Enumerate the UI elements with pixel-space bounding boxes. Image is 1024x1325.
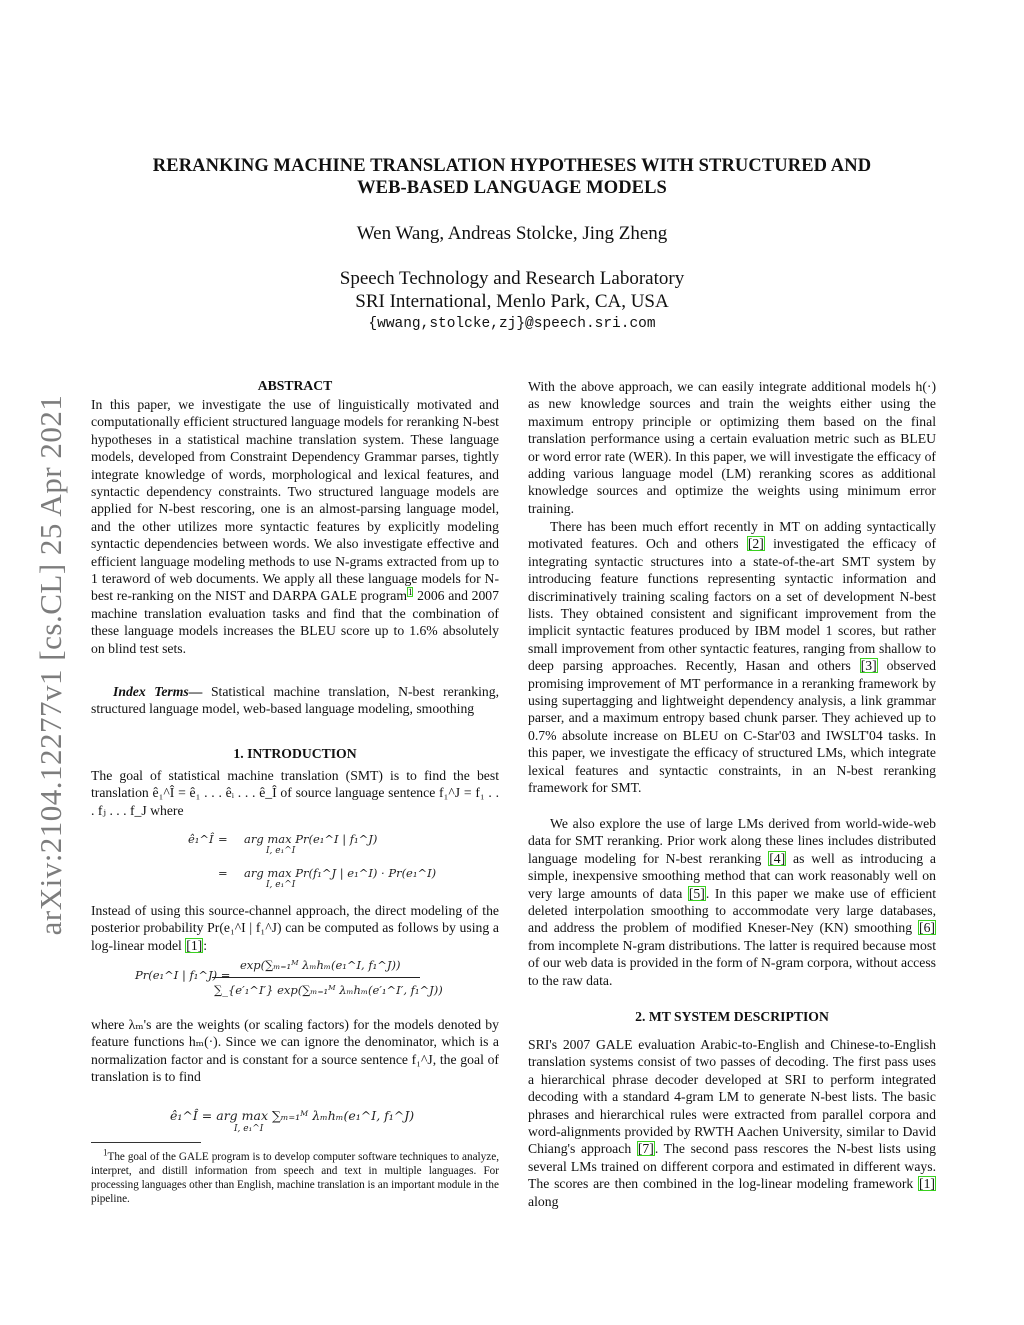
abstract-text-end: 2006 and 2007 machine translation evaluation tasks and find that the combination of these language models increases the BLEU score up to 1.6% absolutely on blind test sets.: [91, 588, 499, 656]
eq1-sub-b: I, e₁^I: [266, 880, 296, 890]
eq3: ê₁^Î = arg max ∑ₘ₌₁ᴹ λₘhₘ(e₁^I, f₁^J): [170, 1108, 415, 1123]
footnote-text: The goal of the GALE program is to develop computer software techniques to analyze, interpret, and distill information from speech and text in multiple languages. For processing languages other than English, machine translation is an important module in the pipeline.: [91, 1151, 499, 1205]
footnote-mark[interactable]: 1: [407, 586, 413, 597]
citation-2[interactable]: [2]: [747, 536, 764, 552]
citation-6[interactable]: [6]: [919, 920, 935, 936]
index-terms-text: Statistical machine translation, N-best reranking, structured language model, web-based language modeling, smoothing: [91, 684, 499, 717]
authors: Wen Wang, Andreas Stolcke, Jing Zheng: [356, 223, 668, 244]
intro-p2-end: :: [203, 937, 208, 953]
arxiv-id: arXiv:2104.12277v1 [cs.CL] 25 Apr 2021: [33, 394, 68, 936]
eq1-equals-a: =: [218, 832, 228, 846]
intro-p3: where λₘ's are the weights (or scaling factors) for the models denoted by feature functions hₘ(·). Since we can ignore the denominator, which is a normalization factor and is constant for a source sentence f₁^J, the goal of translation is to find: [91, 1017, 499, 1085]
index-terms-label: Index Terms—: [113, 684, 203, 699]
arxiv-sidebar: [28, 360, 74, 970]
abstract-text: In this paper, we investigate the use of linguistically motivated and computationally efficient structured language models for reranking N-best hypotheses in a statistical machine translation system. These language models, developed from Constraint Dependency Grammar parses, tightly integrate knowledge of words, morphological and lexical features, and syntactic dependency constraints. Two structured language models are applied for N-best rescoring, one is an almost-parsing language model, and the other utilizes more syntactic features by explicitly modeling syntactic dependencies between words. We also investigate effective and efficient language modeling methods to use N-grams extracted from up to 1 teraword of web documents. We apply all these language models for N-best re-ranking on the NIST and DARPA GALE program: [91, 397, 499, 604]
right-p3d: from incomplete N-gram distributions. The latter is required because most of our web data is provided in the form of N-gram corpora, without access to the raw data.: [528, 937, 936, 988]
citation-3[interactable]: [3]: [860, 658, 877, 674]
intro-paragraph-3: [91, 1016, 499, 1086]
right-p3b: as well as introducing a simple, inexpensive smoothing method that can work reasonably well on very large amounts of data: [528, 850, 936, 901]
affiliation-org: SRI International, Menlo Park, CA, USA: [355, 291, 669, 312]
citation-7[interactable]: [7]: [637, 1141, 654, 1157]
right-paragraph-1: [528, 378, 936, 517]
right-paragraph-2: [528, 518, 936, 797]
eq2-lhs: Pr(e₁^I | f₁^J) =: [135, 968, 231, 982]
eq1-rhs-a: arg max Pr(e₁^I | f₁^J): [244, 832, 378, 846]
author-email: {wwang,stolcke,zj}@speech.sri.com: [368, 316, 656, 332]
eq1-lhs: ê₁^Î: [188, 832, 214, 846]
intro-p2: Instead of using this source-channel approach, the direct modeling of the posterior probability Pr(e₁^I | f₁^J) can be computed as follows by using a log-linear model: [91, 903, 499, 953]
eq1-rhs-b: arg max Pr(f₁^J | e₁^I) · Pr(e₁^I): [244, 866, 437, 880]
right-p3c: . In this paper we make use of efficient deleted interpolation smoothing to accommodate very large databases, and address the problem of modified Kneser-Ney (KN) smoothing: [528, 885, 937, 936]
right-p2c: observed promising improvement of MT performance in a reranking framework by using supertagging and lightweight dependency analysis, a link grammar parser, and a maximum entropy based chunk parser. They achieved up to 0.7% absolute increase on BLEU on C-Star'03 and IWSLT'04 tasks. In this paper, we investigate the efficacy of structured LMs, which integrate lexical features and syntactic constraints, in an N-best reranking framework for SMT.: [528, 658, 936, 796]
intro-heading: 1. INTRODUCTION: [233, 746, 357, 761]
intro-paragraph-1: [91, 767, 499, 819]
right-p1: With the above approach, we can easily integrate additional models h(·) as new knowledge sources and train the weights either using the maximum entropy principle or optimizing them based on the final translation performance using a certain evaluation metric such as BLEU or word error rate (WER). In this paper, we will investigate the efficacy of adding various language model (LM) reranking scores as additional knowledge sources and optimize the weights using minimum error training.: [528, 379, 936, 516]
intro-paragraph-2: [91, 902, 499, 954]
right-p2a: There has been much effort recently in MT on adding syntactically motivated features. Och and others: [528, 519, 936, 552]
footnote-number: 1: [103, 1147, 108, 1158]
affiliation-lab: Speech Technology and Research Laboratory: [339, 268, 685, 289]
eq2-numerator: exp(∑ₘ₌₁ᴹ λₘhₘ(e₁^I, f₁^J)): [240, 958, 401, 972]
footnote-rule: [91, 1142, 201, 1143]
citation-8[interactable]: [1]: [919, 1176, 935, 1192]
system-heading: 2. MT SYSTEM DESCRIPTION: [635, 1009, 829, 1024]
footnote: [91, 1147, 499, 1206]
right-p3a: We also explore the use of large LMs derived from world-wide-web data for SMT reranking. Prior work along these lines includes distributed language modeling for N-best reranking: [528, 816, 936, 866]
right-p4c: along: [528, 1193, 559, 1209]
eq2-denominator: ∑_{e′₁^I′} exp(∑ₘ₌₁ᴹ λₘhₘ(e′₁^I′, f₁^J)): [214, 983, 443, 997]
right-p2b: investigated the efficacy of integrating syntactic structures into a state-of-the-art SMT system by introducing feature functions representing syntactic information and discriminatively training scaling factors on a set of development N-best lists. They obtained consistent and significant improvement from the implicit syntactic features produced by IBM model 1 scores, but rather small improvement from other syntactic features, ranging from shallow to deep parsing approaches. Recently, Hasan and others: [528, 536, 936, 674]
index-terms: [91, 683, 499, 718]
citation-5[interactable]: [5]: [688, 885, 705, 901]
eq2-fraction-bar: [212, 977, 420, 978]
intro-p1: The goal of statistical machine translation (SMT) is to find the best translation ê₁^Î = ê₁ . . . êᵢ . . . ê_Î of source language sentence f₁^J = f₁ . . . fⱼ . . . f_J where: [91, 768, 499, 818]
affiliation: [90, 267, 934, 313]
title-line-1: RERANKING MACHINE TRANSLATION HYPOTHESES WITH STRUCTURED AND: [152, 156, 872, 176]
right-paragraph-3: [528, 815, 936, 989]
eq3-sub: I, e₁^I: [234, 1124, 264, 1134]
right-paragraph-4: [528, 1036, 936, 1210]
right-p4a: SRI's 2007 GALE evaluation Arabic-to-English and Chinese-to-English translation systems consist of two passes of decoding. The first pass uses a hierarchical phrase decoder developed at SRI to perform integrated decoding with a standard 4-gram LM to generate N-best lists. The basic phrases and hierarchical rules were extracted from parallel corpora and word-alignments provided by RWTH Aachen University, similar to David Chiang's approach: [528, 1037, 936, 1157]
abstract-body: [91, 396, 499, 657]
eq1-sub-a: I, e₁^I: [266, 846, 296, 856]
eq1-equals-b: =: [218, 866, 228, 880]
right-p4b: . The second pass rescores the N-best lists using several LMs trained on different corpora and estimated in different ways. The scores are then combined in the log-linear modeling framework: [528, 1141, 936, 1192]
abstract-heading: ABSTRACT: [257, 378, 333, 393]
paper-title: [90, 155, 934, 199]
citation-1[interactable]: [1]: [186, 937, 203, 953]
citation-4[interactable]: [4]: [769, 850, 786, 866]
title-line-2: WEB-BASED LANGUAGE MODELS: [357, 178, 667, 198]
